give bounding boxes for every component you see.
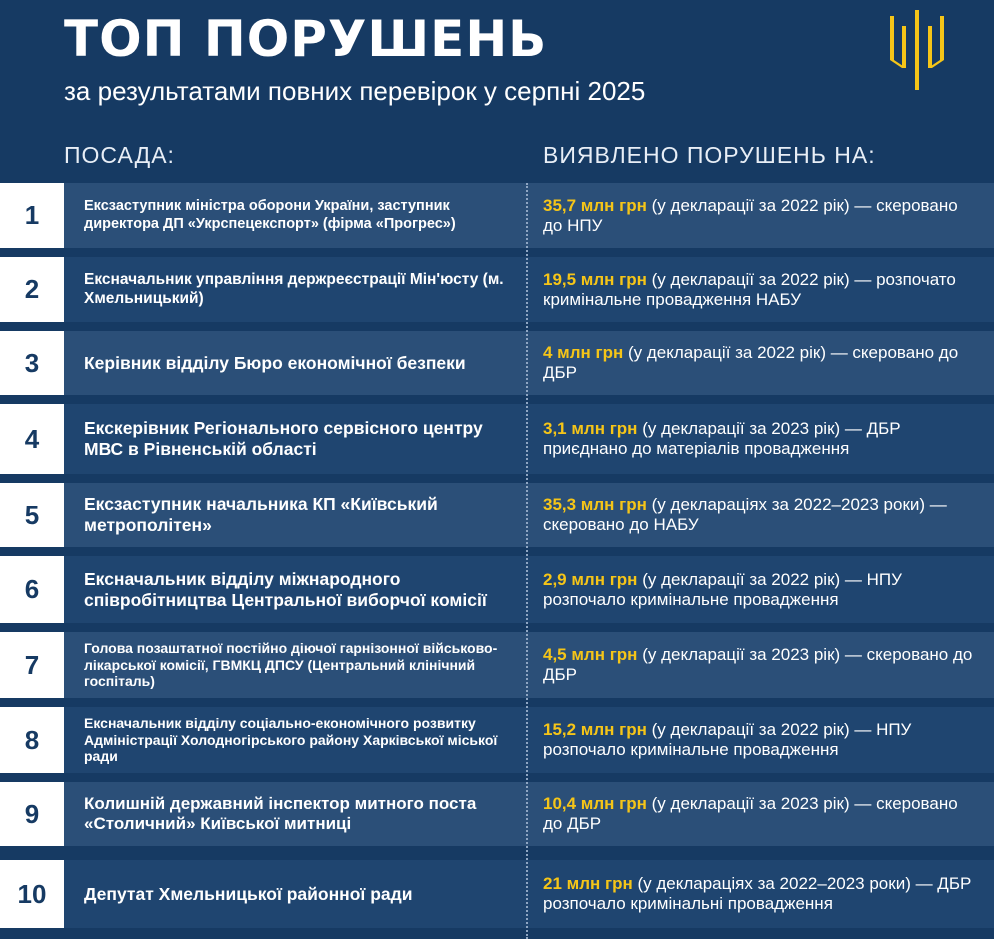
row-result: [543, 483, 973, 547]
table-row: [0, 782, 994, 846]
row-amount: 2,9 млн грн: [543, 569, 638, 589]
column-divider: [526, 183, 528, 939]
row-number: 2: [0, 257, 64, 322]
row-result: [543, 183, 973, 248]
row-number: 8: [0, 707, 64, 773]
row-number: 6: [0, 556, 64, 623]
row-position: Ексначальник відділу міжнародного співробітництва Центральної виборчої комісії: [84, 568, 487, 610]
row-result-text: (у декларації за 2023 рік) — скеровано до ДБР: [543, 645, 973, 684]
row-result-text: (у деклараціях за 2022–2023 роки) — скеровано до НАБУ: [543, 495, 947, 534]
row-number: 10: [0, 860, 64, 928]
row-amount: 4 млн грн: [543, 343, 624, 363]
row-amount: 19,5 млн грн: [543, 269, 647, 289]
row-result: [543, 782, 973, 846]
table-row: [0, 257, 994, 322]
row-amount: 4,5 млн грн: [543, 645, 638, 665]
row-number: 4: [0, 404, 64, 474]
row-position: Голова позаштатної постійно діючої гарнізонної військово-лікарської комісії, ГВМКЦ ДПСУ (Центральний клінічний госпіталь): [84, 640, 498, 690]
table-row: [0, 331, 994, 395]
table-row: [0, 556, 994, 623]
row-amount: 15,2 млн грн: [543, 720, 647, 740]
page-title: ТОП ПОРУШЕНЬ: [64, 10, 548, 68]
page-subtitle: за результатами повних перевірок у серпні 2025: [64, 76, 646, 106]
row-result: [543, 632, 973, 698]
row-position: Ексначальник відділу соціально-економічного розвитку Адміністрації Холодногірського району Харківської міської ради: [84, 715, 498, 765]
row-position: Екскерівник Регіонального сервісного центру МВС в Рівненській області: [84, 418, 483, 459]
row-position: Ексзаступник міністра оборони України, заступник директора ДП «Укрспецекспорт» (фірма «Прогрес»): [84, 198, 456, 232]
row-number: 3: [0, 331, 64, 395]
row-position: Ексначальник управління держреєстрації Мін'юсту (м. Хмельницький): [84, 271, 504, 307]
row-result-text: (у деклараціях за 2022–2023 роки) — ДБР розпочало кримінальні провадження: [543, 874, 972, 913]
table-row: [0, 707, 994, 773]
row-result: [543, 404, 973, 474]
row-number: 9: [0, 782, 64, 846]
table-row: [0, 183, 994, 248]
row-result-text: (у декларації за 2022 рік) — скеровано до НПУ: [543, 195, 958, 235]
column-header-result: ВИЯВЛЕНО ПОРУШЕНЬ НА:: [543, 142, 876, 168]
table-row: [0, 860, 994, 928]
row-result: [543, 860, 973, 928]
row-position: Депутат Хмельницької районної ради: [84, 883, 413, 904]
row-result: [543, 556, 973, 623]
row-amount: 3,1 млн грн: [543, 419, 638, 439]
table-row: [0, 404, 994, 474]
row-result-text: (у декларації за 2022 рік) — НПУ розпочало кримінальне провадження: [543, 569, 902, 609]
row-number: 1: [0, 183, 64, 248]
row-result-text: (у декларації за 2022 рік) — НПУ розпочало кримінальне провадження: [543, 720, 912, 759]
row-amount: 35,3 млн грн: [543, 495, 647, 515]
table-row: [0, 632, 994, 698]
row-result-text: (у декларації за 2022 рік) — розпочато кримінальне провадження НАБУ: [543, 269, 956, 309]
row-result-text: (у декларації за 2023 рік) — скеровано до ДБР: [543, 794, 958, 833]
row-amount: 35,7 млн грн: [543, 195, 647, 215]
row-position: Керівник відділу Бюро економічної безпеки: [84, 352, 466, 373]
row-number: 5: [0, 483, 64, 547]
row-number: 7: [0, 632, 64, 698]
row-amount: 21 млн грн: [543, 874, 633, 894]
row-result: [543, 257, 973, 322]
row-amount: 10,4 млн грн: [543, 794, 647, 814]
row-position: Ексзаступник начальника КП «Київський метрополітен»: [84, 494, 438, 535]
row-position: Колишній державний інспектор митного поста «Столичний» Київської митниці: [84, 793, 477, 833]
table-row: [0, 483, 994, 547]
row-result: [543, 331, 973, 395]
column-header-position: ПОСАДА:: [64, 142, 175, 168]
row-result-text: (у декларації за 2023 рік) — ДБР приєднано до матеріалів провадження: [543, 419, 901, 458]
row-result: [543, 707, 973, 773]
row-result-text: (у декларації за 2022 рік) — скеровано до ДБР: [543, 343, 959, 382]
